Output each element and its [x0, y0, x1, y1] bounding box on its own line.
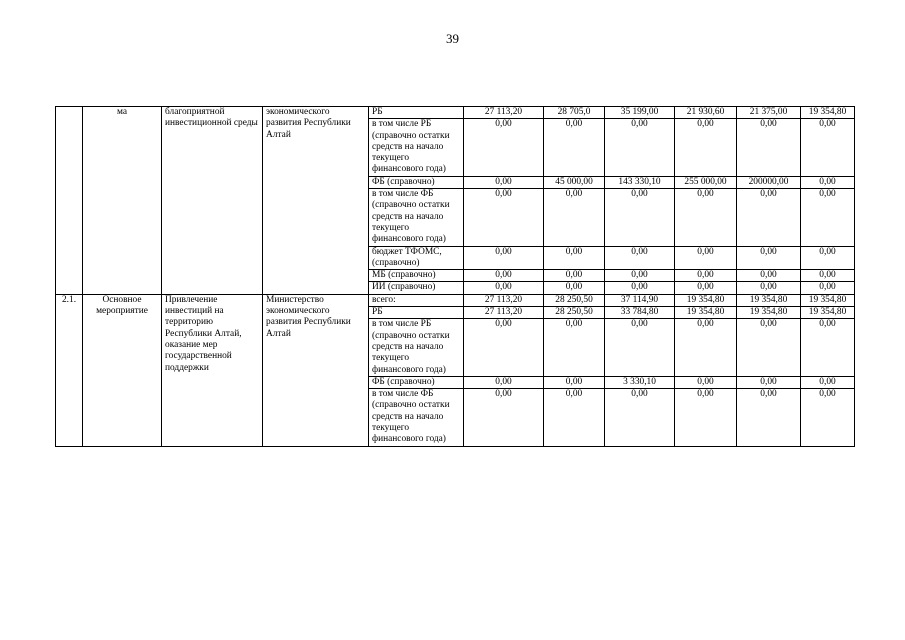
value-cell: 0,00: [675, 270, 737, 282]
value-cell: 0,00: [544, 282, 605, 294]
value-cell: 37 114,90: [605, 294, 675, 306]
section-b: [56, 294, 855, 446]
value-cell: 0,00: [675, 319, 737, 376]
value-cell: 0,00: [464, 270, 544, 282]
value-cell: 0,00: [737, 389, 801, 446]
value-cell: 0,00: [737, 282, 801, 294]
source-cell: в том числе РБ (справочно остатки средств на начало текущего финансового года): [369, 119, 464, 176]
value-cell: 0,00: [675, 376, 737, 388]
source-cell: в том числе ФБ (справочно остатки средств на начало текущего финансового года): [369, 189, 464, 246]
value-cell: 0,00: [544, 119, 605, 176]
value-cell: 19 354,80: [675, 294, 737, 306]
source-cell: РБ: [369, 307, 464, 319]
value-cell: 0,00: [801, 176, 855, 188]
value-cell: 33 784,80: [605, 307, 675, 319]
value-cell: 0,00: [675, 246, 737, 270]
value-cell: 0,00: [544, 246, 605, 270]
value-cell: 45 000,00: [544, 176, 605, 188]
value-cell: 3 330,10: [605, 376, 675, 388]
name-cell: благоприятной инвестиционной среды: [162, 107, 263, 295]
value-cell: 0,00: [464, 189, 544, 246]
budget-table: [55, 106, 855, 447]
value-cell: 0,00: [605, 119, 675, 176]
value-cell: 0,00: [544, 376, 605, 388]
table-row: [56, 107, 855, 119]
value-cell: 0,00: [605, 189, 675, 246]
value-cell: 28 705,0: [544, 107, 605, 119]
value-cell: 0,00: [605, 246, 675, 270]
value-cell: 0,00: [801, 282, 855, 294]
value-cell: 28 250,50: [544, 307, 605, 319]
value-cell: 0,00: [737, 376, 801, 388]
number-cell: [56, 107, 83, 295]
value-cell: 19 354,80: [737, 307, 801, 319]
value-cell: 0,00: [605, 270, 675, 282]
source-cell: ФБ (справочно): [369, 176, 464, 188]
value-cell: 0,00: [801, 319, 855, 376]
number-cell: 2.1.: [56, 294, 83, 446]
value-cell: 19 354,80: [801, 307, 855, 319]
value-cell: 0,00: [464, 282, 544, 294]
value-cell: 255 000,00: [675, 176, 737, 188]
source-cell: МБ (справочно): [369, 270, 464, 282]
value-cell: 0,00: [544, 319, 605, 376]
value-cell: 21 930,60: [675, 107, 737, 119]
source-cell: в том числе ФБ (справочно остатки средств на начало текущего финансового года): [369, 389, 464, 446]
value-cell: 0,00: [675, 282, 737, 294]
name-cell: Привлечение инвестиций на территорию Республики Алтай, оказание мер государственной поддержки: [162, 294, 263, 446]
value-cell: 0,00: [464, 376, 544, 388]
value-cell: 28 250,50: [544, 294, 605, 306]
value-cell: 21 375,00: [737, 107, 801, 119]
value-cell: 19 354,80: [675, 307, 737, 319]
value-cell: 0,00: [737, 319, 801, 376]
value-cell: 0,00: [544, 270, 605, 282]
value-cell: 27 113,20: [464, 294, 544, 306]
source-cell: ФБ (справочно): [369, 376, 464, 388]
value-cell: 0,00: [801, 119, 855, 176]
source-cell: всего:: [369, 294, 464, 306]
value-cell: 0,00: [675, 189, 737, 246]
value-cell: 0,00: [801, 246, 855, 270]
value-cell: 200000,00: [737, 176, 801, 188]
value-cell: 0,00: [737, 246, 801, 270]
page-number: 39: [446, 31, 459, 46]
value-cell: 0,00: [605, 319, 675, 376]
value-cell: 19 354,80: [737, 294, 801, 306]
value-cell: 0,00: [605, 389, 675, 446]
source-cell: РБ: [369, 107, 464, 119]
value-cell: 0,00: [737, 119, 801, 176]
value-cell: 0,00: [464, 176, 544, 188]
value-cell: 0,00: [464, 389, 544, 446]
value-cell: 0,00: [737, 189, 801, 246]
value-cell: 0,00: [801, 389, 855, 446]
value-cell: 0,00: [737, 270, 801, 282]
type-cell: ма: [83, 107, 162, 295]
executor-cell: экономического развития Республики Алтай: [263, 107, 369, 295]
value-cell: 0,00: [675, 119, 737, 176]
value-cell: 35 199,00: [605, 107, 675, 119]
value-cell: 19 354,80: [801, 107, 855, 119]
type-cell: Основное мероприятие: [83, 294, 162, 446]
table-row: [56, 294, 855, 306]
value-cell: 0,00: [544, 189, 605, 246]
value-cell: 0,00: [675, 389, 737, 446]
value-cell: 0,00: [464, 246, 544, 270]
source-cell: ИИ (справочно): [369, 282, 464, 294]
source-cell: бюджет ТФОМС, (справочно): [369, 246, 464, 270]
value-cell: 0,00: [801, 376, 855, 388]
value-cell: 0,00: [801, 189, 855, 246]
source-cell: в том числе РБ (справочно остатки средств на начало текущего финансового года): [369, 319, 464, 376]
value-cell: 0,00: [464, 319, 544, 376]
value-cell: 0,00: [544, 389, 605, 446]
value-cell: 0,00: [605, 282, 675, 294]
executor-cell: Министерство экономического развития Республики Алтай: [263, 294, 369, 446]
value-cell: 143 330,10: [605, 176, 675, 188]
section-a: [56, 107, 855, 295]
value-cell: 0,00: [801, 270, 855, 282]
value-cell: 27 113,20: [464, 107, 544, 119]
value-cell: 19 354,80: [801, 294, 855, 306]
value-cell: 27 113,20: [464, 307, 544, 319]
value-cell: 0,00: [464, 119, 544, 176]
